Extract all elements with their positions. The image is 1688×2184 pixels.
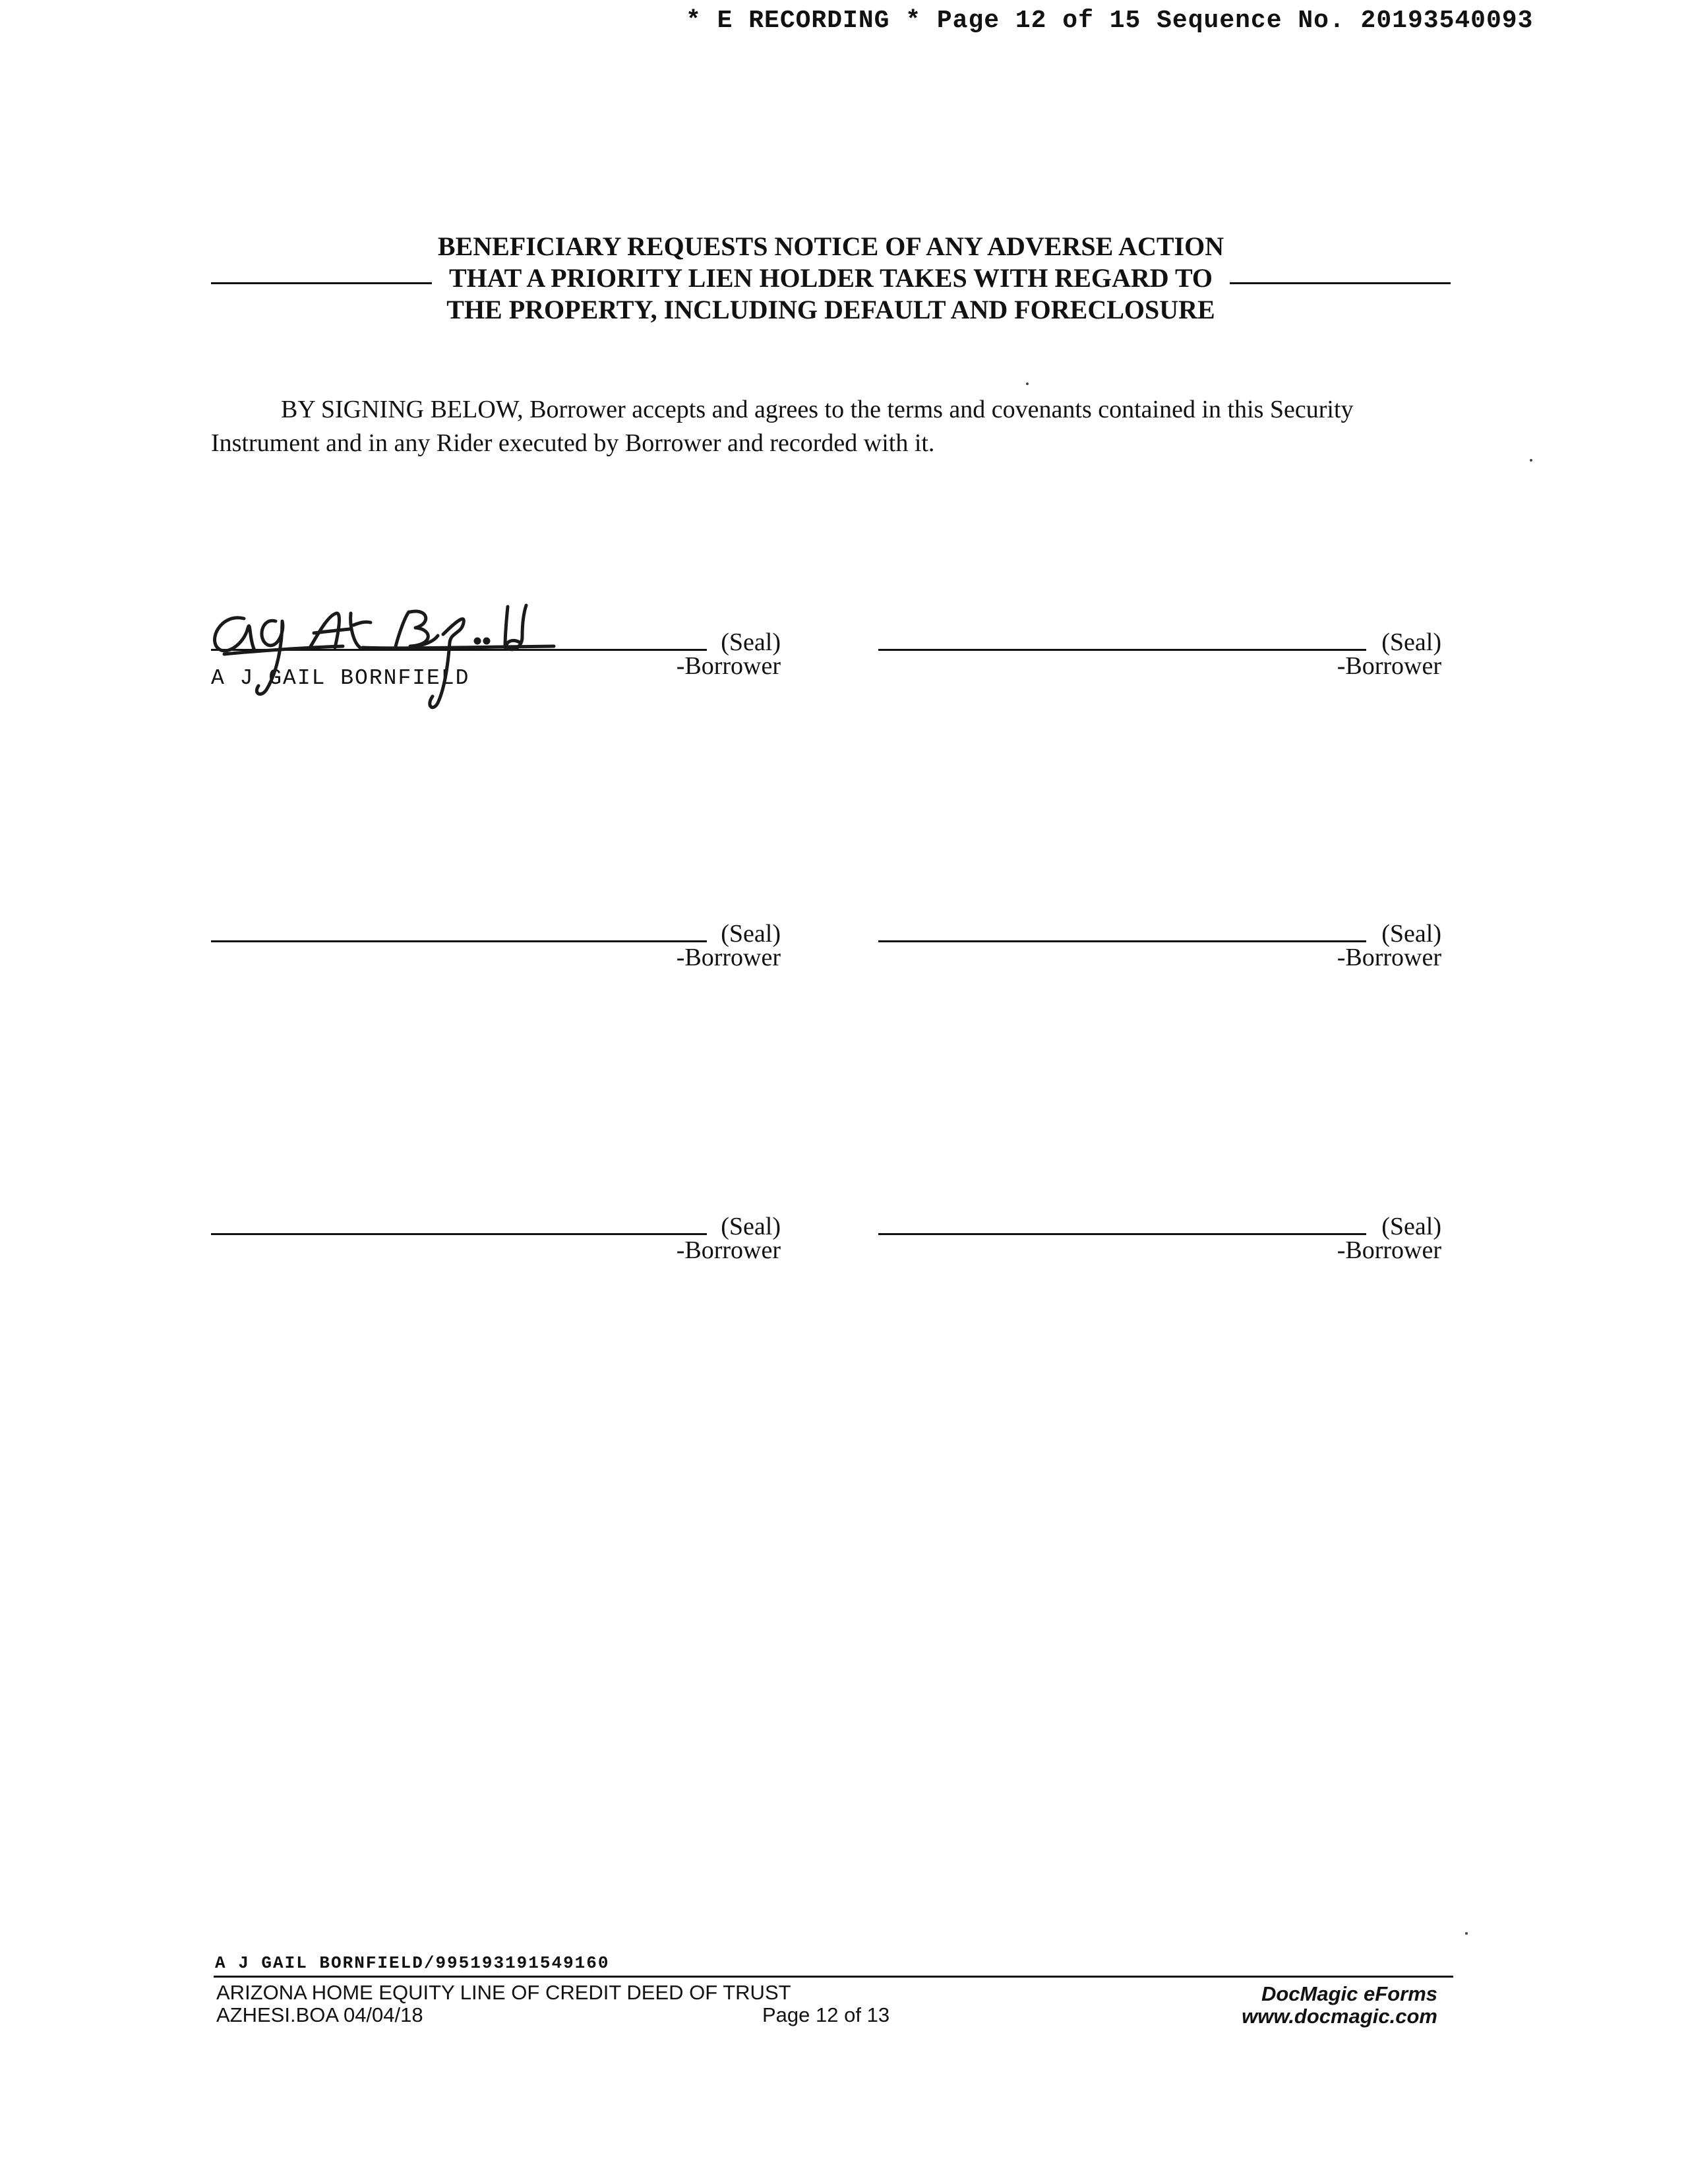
- notice-heading-line-2: THAT A PRIORITY LIEN HOLDER TAKES WITH REGARD TO: [448, 263, 1213, 293]
- footer-form-code: AZHESI.BOA 04/04/18: [216, 2003, 423, 2026]
- seal-label: (Seal): [721, 1213, 781, 1240]
- scan-speck: [1026, 382, 1029, 385]
- signature-line[interactable]: [211, 940, 707, 942]
- signature-line[interactable]: [211, 1233, 707, 1235]
- signature-line[interactable]: [878, 940, 1366, 942]
- footer-borrower-loan-id: A J GAIL BORNFIELD/995193191549160: [215, 1953, 610, 1973]
- signature-line[interactable]: [878, 649, 1366, 651]
- notice-heading-line-3: THE PROPERTY, INCLUDING DEFAULT AND FORECLOSURE: [446, 295, 1215, 324]
- seal-label: (Seal): [1381, 920, 1441, 948]
- seal-label: (Seal): [721, 628, 781, 656]
- borrower-role-label: -Borrower: [676, 652, 781, 680]
- notice-rule-right: [1230, 282, 1451, 284]
- seal-label: (Seal): [1381, 1213, 1441, 1240]
- scan-speck: [1465, 1932, 1468, 1935]
- footer-page-number: Page 12 of 13: [762, 2003, 890, 2026]
- scan-speck: [1530, 459, 1532, 462]
- footer-brand-logo: DocMagic eForms: [1261, 1982, 1437, 2005]
- footer-rule: [214, 1976, 1453, 1978]
- borrower-role-label: -Borrower: [676, 944, 781, 971]
- borrower-role-label: -Borrower: [1337, 1236, 1441, 1264]
- recording-stamp: * E RECORDING * Page 12 of 15 Sequence No. 20193540093: [686, 7, 1534, 35]
- borrower-role-label: -Borrower: [1337, 652, 1441, 680]
- seal-label: (Seal): [721, 920, 781, 948]
- notice-heading-line-1: BENEFICIARY REQUESTS NOTICE OF ANY ADVERSE ACTION: [437, 231, 1224, 261]
- footer-website-link[interactable]: www.docmagic.com: [1242, 2005, 1437, 2028]
- seal-label: (Seal): [1381, 628, 1441, 656]
- signing-acknowledgement: BY SIGNING BELOW, Borrower accepts and agrees to the terms and covenants contained in this Security Instrument and in any Rider executed by Borrower and recorded with it.: [211, 396, 1354, 457]
- footer-form-title: ARIZONA HOME EQUITY LINE OF CREDIT DEED OF TRUST: [216, 1981, 791, 2004]
- borrower-role-label: -Borrower: [676, 1236, 781, 1264]
- notice-rule-left: [211, 282, 432, 284]
- borrower-role-label: -Borrower: [1337, 944, 1441, 971]
- borrower-typed-name: A J GAIL BORNFIELD: [211, 666, 470, 690]
- signature-line[interactable]: [878, 1233, 1366, 1235]
- handwritten-signature: [198, 574, 567, 745]
